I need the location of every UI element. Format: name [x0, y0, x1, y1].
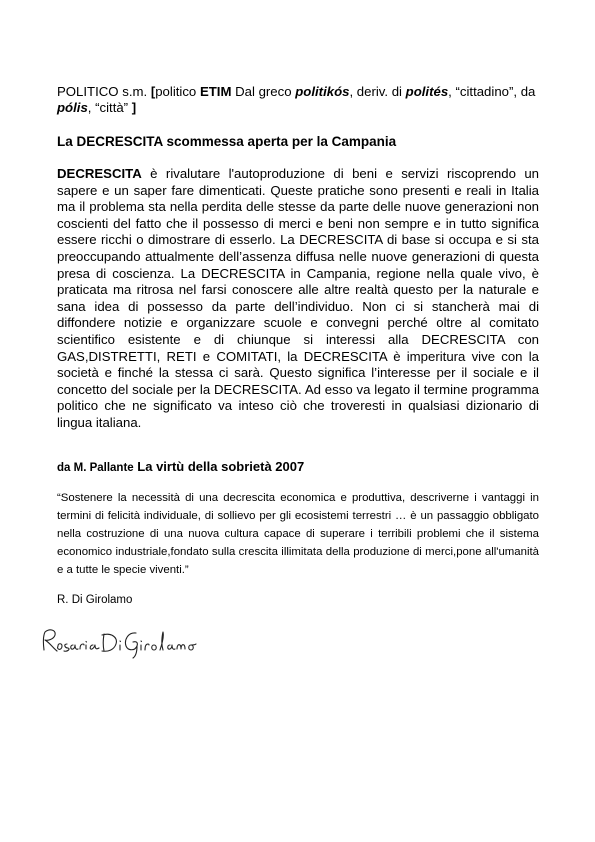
- definition-gloss: , “cittadino”, da: [448, 84, 536, 99]
- definition-greek-polites: polités: [405, 84, 449, 99]
- body-lead-word: DECRESCITA: [57, 166, 142, 181]
- definition-greek-polis: pólis: [57, 100, 88, 115]
- quote-paragraph: “Sostenere la necessità di una decrescita economica e produttiva, descriverne i vantaggi in termini di felicità individuale, di sollievo per gli ecosistemi terrestri … è un passaggio obbligato nella costruzione di una nuova cultura capace di superare i terribili problemi che il sistema economico industriale,fondato sulla crescita illimitata della produzione di merci,pone all'umanità e a tutte le specie viventi.”: [57, 491, 539, 576]
- document-page: [57, 84, 539, 606]
- body-text: è rivalutare l'autoproduzione di beni e servizi riscoprendo un sapere e un saper fare dimenticati. Queste pratiche sono presenti e reali in Italia ma il problema sta nella perdita delle stesse da parte delle nuove generazioni non coscienti del fatto che il possesso di merci e beni non sempre e in tutto significa essere ricchi o dimostrare di esserlo. La DECRESCITA di base si occupa e si sta preoccupando attualmente dell’assenza diffusa nelle nuove generazioni di questa presa di coscienza. La DECRESCITA in Campania, regione nella quale vivo, è praticata ma ritrosa nel farsi conoscere alle altre realtà questo per la naturale e sana idea di possesso da parte dell’individuo. Non ci si stancherà mai di diffondere notizie e organizzare scuole e convegni perché oltre al comitato scientifico esistente e di chiunque si interessi alla DECRESCITA con GAS,DISTRETTI, RETI e COMITATI, la DECRESCITA è imperitura vive con la società e finché la stessa ci sarà. Questo significa l’interesse per il sociale e il concetto del sociale per la DECRESCITA. Ad esso va legato il termine programma politico che ne significato va inteso ciò che troveresti in qualsiasi dizionario di lingua italiana.: [57, 166, 539, 430]
- definition-etim: ETIM: [199, 84, 232, 99]
- definition-word: POLITICO: [57, 84, 119, 99]
- citation-title: La virtù della sobrietà 2007: [133, 458, 305, 474]
- definition-deriv: , deriv. di: [349, 84, 406, 99]
- definition-entry: [57, 84, 539, 116]
- handwritten-signature: [36, 624, 201, 660]
- body-paragraph: [57, 166, 539, 432]
- definition-pos: s.m.: [118, 84, 151, 99]
- definition-origin: Dal greco: [231, 84, 296, 99]
- author-name: R. Di Girolamo: [57, 593, 133, 606]
- definition-bracket-open: [: [150, 84, 156, 99]
- citation-heading: [57, 458, 539, 476]
- definition-city: , “città”: [87, 100, 132, 115]
- definition-bracket-close: ]: [131, 100, 137, 115]
- section-heading: La DECRESCITA scommessa aperta per la Campania: [57, 134, 397, 149]
- citation-source: da M. Pallante: [57, 461, 134, 474]
- definition-lemma: politico: [155, 84, 200, 99]
- definition-greek-politikos: politikós: [295, 84, 350, 99]
